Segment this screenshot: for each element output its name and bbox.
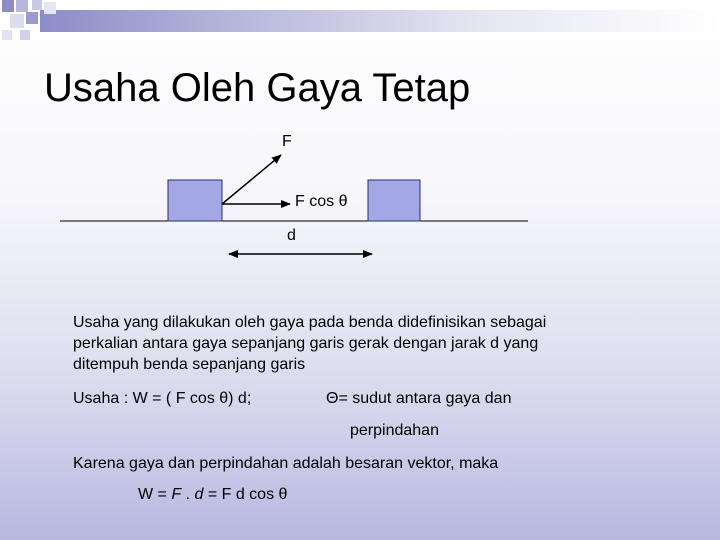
vector-work-formula: [138, 484, 287, 505]
block-end: [368, 180, 420, 221]
force-vector-symbol: F: [171, 486, 182, 503]
theta-definition: Θ= sudut antara gaya dan: [326, 390, 512, 407]
force-arrow: [222, 155, 281, 204]
block-start: [168, 180, 222, 221]
theta-definition-continued: perpindahan: [350, 422, 439, 439]
vector-statement: Karena gaya dan perpindahan adalah besaran vektor, maka: [73, 455, 499, 472]
displacement-vector-symbol: d: [194, 486, 204, 503]
work-formula: Usaha : W = ( F cos θ) d;: [73, 390, 252, 407]
displacement-label: d: [287, 227, 296, 244]
force-component-label: F cos θ: [295, 193, 348, 210]
formula-prefix: W =: [138, 486, 172, 503]
slide-title: Usaha Oleh Gaya Tetap: [44, 66, 471, 110]
definition-text: Usaha yang dilakukan oleh gaya pada benda didefinisikan sebagai perkalian antara gaya sepanjang garis gerak dengan jarak d yang ditempuh benda sepanjang garis: [73, 314, 547, 373]
formula-suffix: = F d cos θ: [203, 486, 288, 503]
force-label: F: [282, 133, 292, 150]
dot-operator: .: [181, 486, 195, 503]
